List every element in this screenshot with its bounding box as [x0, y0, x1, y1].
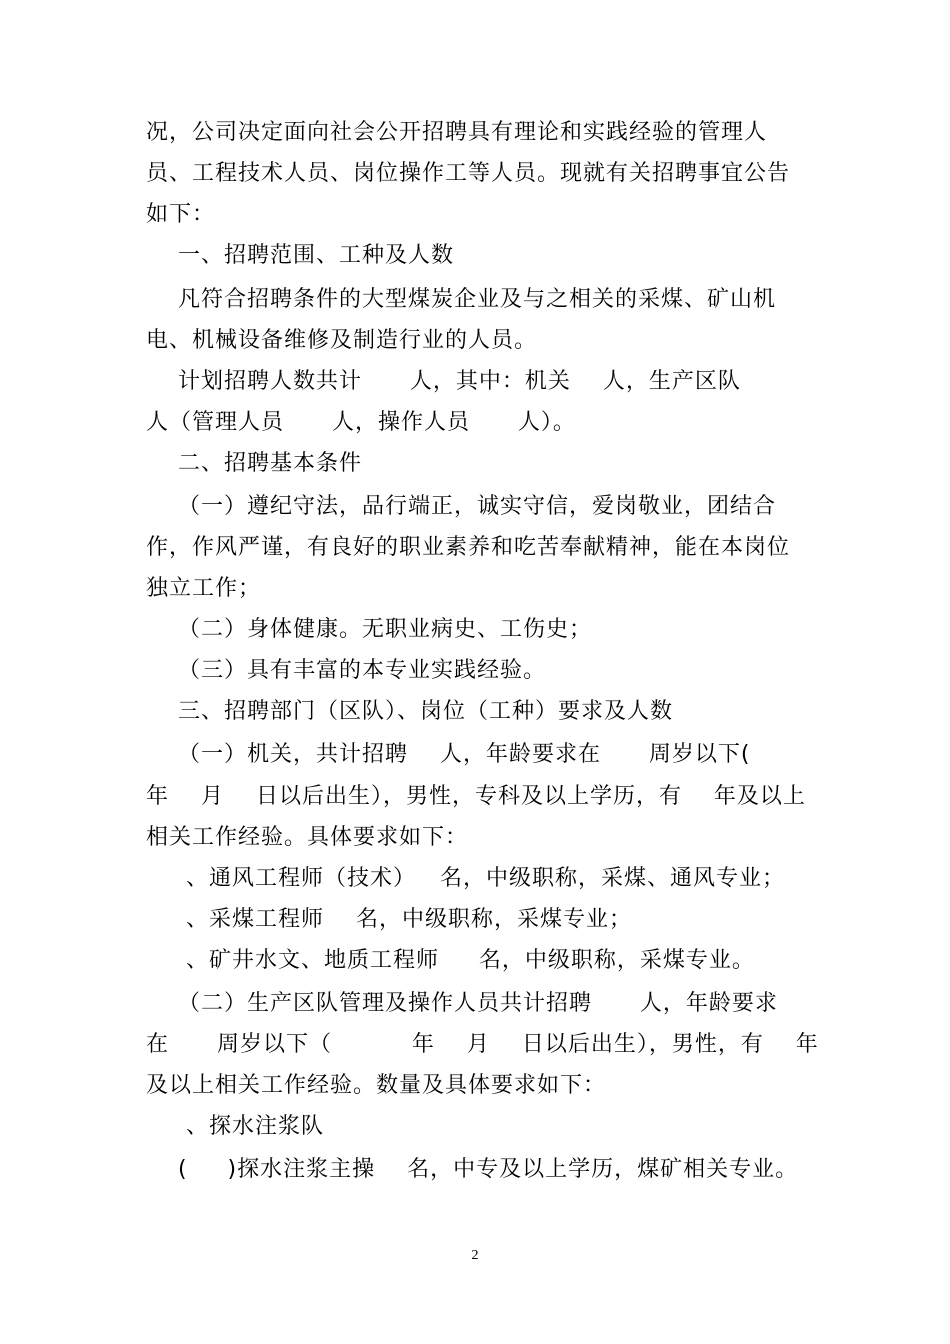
body-text-line: （二）生产区队管理及操作人员共计招聘 人，年龄要求	[146, 991, 778, 1016]
body-text-line: 作，作风严谨，有良好的职业素养和吃苦奉献精神，能在本岗位	[146, 535, 791, 560]
body-text-line: 年 月 日以后出生），男性，专科及以上学历，有 年及以上	[146, 784, 806, 809]
body-text-line: 独立工作；	[146, 576, 262, 601]
body-text-line: 及以上相关工作经验。数量及具体要求如下：	[146, 1073, 607, 1098]
body-text-line: （三）具有丰富的本专业实践经验。	[146, 658, 546, 683]
list-item-text: 、通风工程师（技术） 名，中级职称，采煤、通风专业；	[146, 866, 785, 891]
list-item-text: 、采煤工程师 名，中级职称，采煤专业；	[146, 907, 632, 932]
body-text-line: 凡符合招聘条件的大型煤炭企业及与之相关的采煤、矿山机	[146, 287, 776, 312]
body-text-line: 人（管理人员 人，操作人员 人）。	[146, 410, 576, 435]
body-text-line: （二）身体健康。无职业病史、工伤史；	[146, 617, 592, 642]
body-text-line: 况，公司决定面向社会公开招聘具有理论和实践经验的管理人	[146, 120, 768, 145]
list-item-text: ( )探水注浆主操 名，中专及以上学历，煤矿相关专业。	[146, 1157, 799, 1182]
list-item-text: 、矿井水文、地质工程师 名，中级职称，采煤专业。	[146, 948, 755, 973]
page-number: 2	[471, 1248, 479, 1263]
body-text-line: （一）遵纪守法，品行端正，诚实守信，爱岗敬业，团结合	[146, 494, 776, 519]
body-text-line: 员、工程技术人员、岗位操作工等人员。现就有关招聘事宜公告	[146, 161, 791, 186]
body-text-line: 相关工作经验。具体要求如下：	[146, 825, 469, 850]
section-heading: 二、招聘基本条件	[146, 451, 362, 476]
body-text-line: （一）机关，共计招聘 人，年龄要求在 周岁以下(	[146, 742, 751, 767]
body-text-line: 如下：	[146, 202, 216, 227]
list-item-text: 、探水注浆队	[146, 1114, 324, 1139]
body-text-line: 在 周岁以下（ 年 月 日以后出生），男性，有 年	[146, 1032, 819, 1057]
section-heading: 一、招聘范围、工种及人数	[146, 243, 454, 268]
body-text-line: 计划招聘人数共计 人，其中：机关 人，生产区队	[146, 369, 741, 394]
body-text-line: 电、机械设备维修及制造行业的人员。	[146, 328, 538, 353]
section-heading: 三、招聘部门（区队）、岗位（工种）要求及人数	[146, 699, 673, 724]
